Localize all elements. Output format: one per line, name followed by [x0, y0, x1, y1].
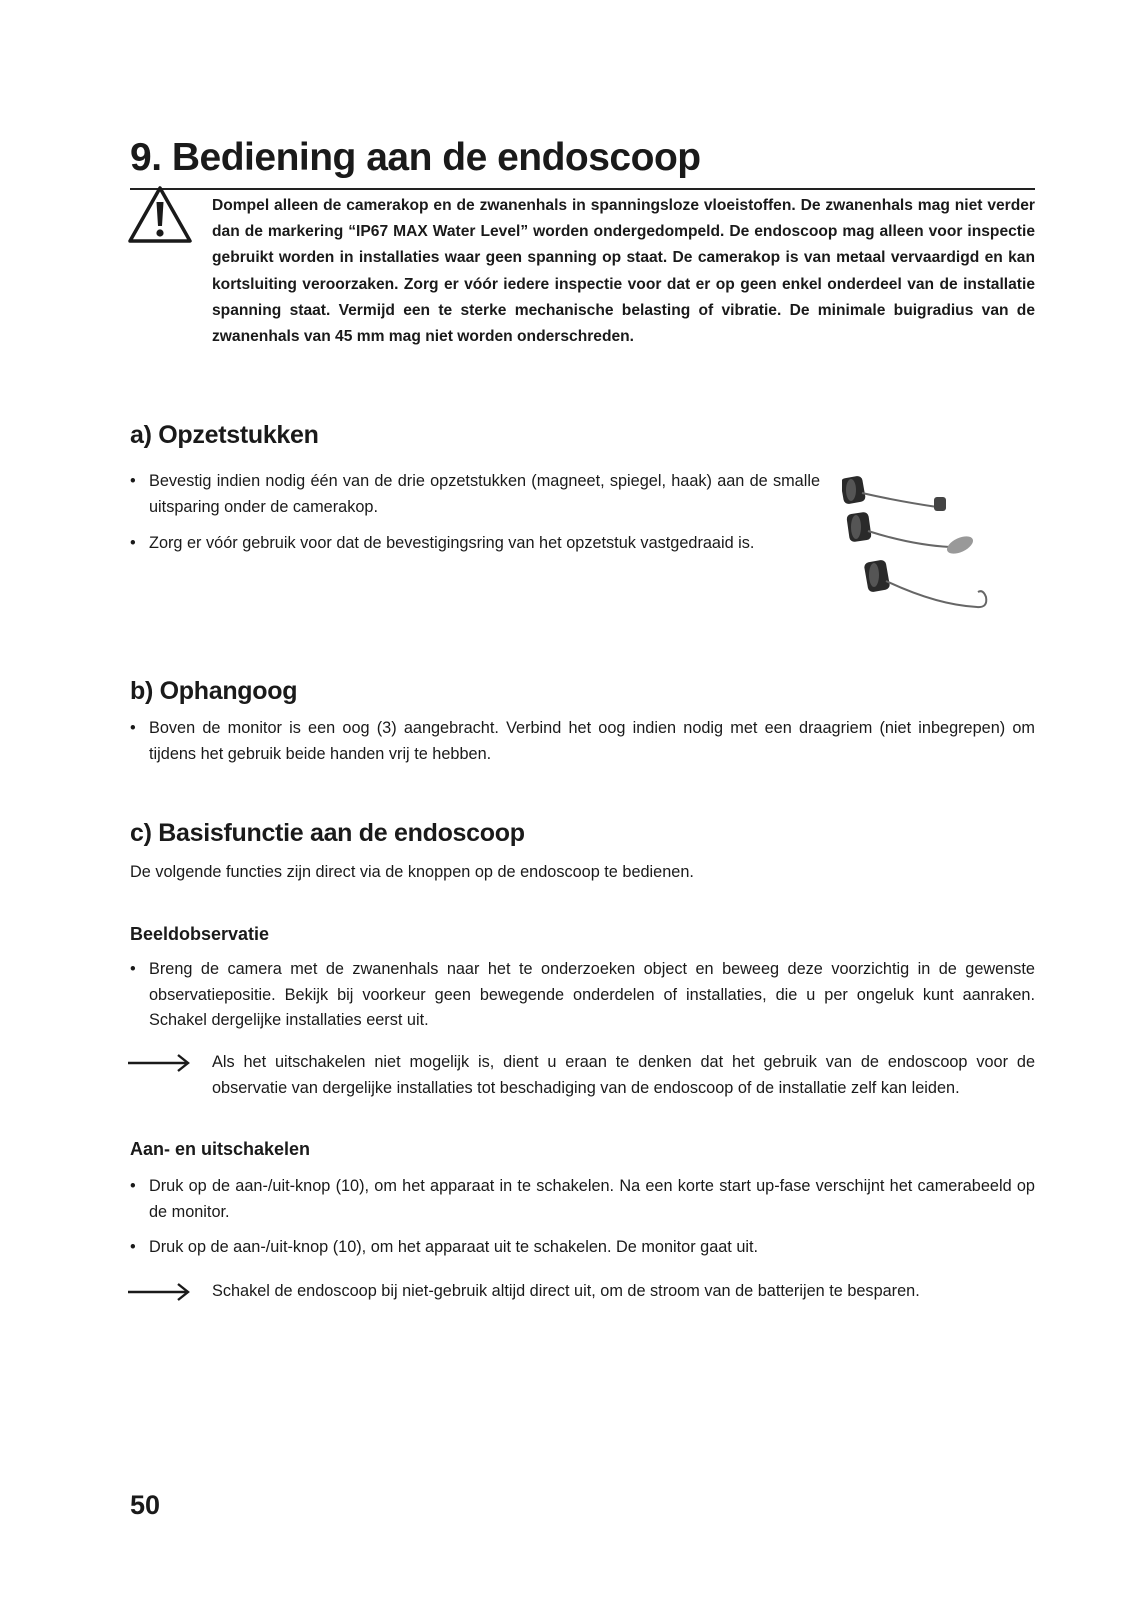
bullet-marker: •	[130, 719, 136, 737]
bullet-text: Zorg er vóór gebruik voor dat de bevestigingsring van het opzetstuk vastgedraaid is.	[149, 534, 755, 552]
list-item	[130, 957, 1035, 1034]
section-c-intro: De volgende functies zijn direct via de knoppen op de endoscoop te bedienen.	[130, 863, 694, 881]
note-text: Als het uitschakelen niet mogelijk is, dient u eraan te denken dat het gebruik van de endoscoop voor de observatie van dergelijke installaties tot beschadiging van de endoscoop of de installatie zelf kan leiden.	[212, 1053, 1035, 1097]
warning-text: Dompel alleen de camerakop en de zwanenhals in spanningsloze vloeistoffen. De zwanenhals mag niet verder dan de markering “IP67 MAX Water Level” worden ondergedompeld. De endoscoop mag alleen voor inspectie gebruikt worden in installaties waar geen spanning op staat. De camerakop is van metaal vervaardigd en kan kortsluiting veroorzaken. Zorg er vóór iedere inspectie voor dat er op geen enkel onderdeel van de installatie spanning staat. Vermijd een te sterke mechanische belasting of vibratie. De minimale buigradius van de zwanenhals van 45 mm mag niet worden onderschreden.	[212, 197, 1035, 346]
mirror-attachment	[846, 512, 975, 558]
page-number: 50	[130, 1490, 161, 1520]
note-text: Schakel de endoscoop bij niet-gebruik altijd direct uit, om de stroom van de batterijen te besparen.	[212, 1282, 920, 1300]
bullet-text: Bevestig indien nodig één van de drie opzetstukken (magneet, spiegel, haak) aan de smalle uitsparing onder de camerakop.	[149, 472, 820, 516]
attachments-image	[842, 475, 1022, 625]
bullet-marker: •	[130, 1177, 136, 1195]
bullet-marker: •	[130, 534, 136, 552]
section-c-heading: c) Basisfunctie aan de endoscoop	[130, 819, 525, 847]
subsection-heading-aan-uitschakelen: Aan- en uitschakelen	[130, 1139, 311, 1159]
magnet-attachment	[842, 475, 946, 511]
bullet-marker: •	[130, 1238, 136, 1256]
subsection-heading-beeldobservatie: Beeldobservatie	[130, 924, 270, 944]
warning-triangle-icon	[127, 185, 193, 245]
list-item	[130, 531, 820, 557]
hook-attachment	[864, 559, 987, 607]
bullet-text: Boven de monitor is een oog (3) aangebracht. Verbind het oog indien nodig met een draagriem (niet inbegrepen) om tijdens het gebruik beide handen vrij te hebben.	[149, 719, 1035, 763]
bullet-marker: •	[130, 472, 136, 490]
arrow-right-icon	[128, 1282, 192, 1302]
list-item	[130, 716, 1035, 767]
list-item	[130, 1235, 1035, 1261]
bullet-text: Druk op de aan-/uit-knop (10), om het apparaat in te schakelen. Na een korte start up-fase verschijnt het camerabeeld op de monitor.	[149, 1177, 1035, 1221]
list-item	[130, 469, 820, 520]
page-title: 9. Bediening aan de endoscoop	[130, 134, 1035, 190]
list-item	[130, 1174, 1035, 1225]
arrow-right-icon	[128, 1053, 192, 1073]
bullet-text: Druk op de aan-/uit-knop (10), om het apparaat uit te schakelen. De monitor gaat uit.	[149, 1238, 759, 1256]
section-b-heading: b) Ophangoog	[130, 677, 298, 705]
bullet-marker: •	[130, 960, 136, 978]
bullet-text: Breng de camera met de zwanenhals naar het te onderzoeken object en beweeg deze voorzichtig in de gewenste observatiepositie. Bekijk bij voorkeur geen bewegende onderdelen of installaties, die u per ongeluk kunt aanraken. Schakel dergelijke installaties eerst uit.	[149, 960, 1035, 1029]
section-a-heading: a) Opzetstukken	[130, 421, 319, 449]
